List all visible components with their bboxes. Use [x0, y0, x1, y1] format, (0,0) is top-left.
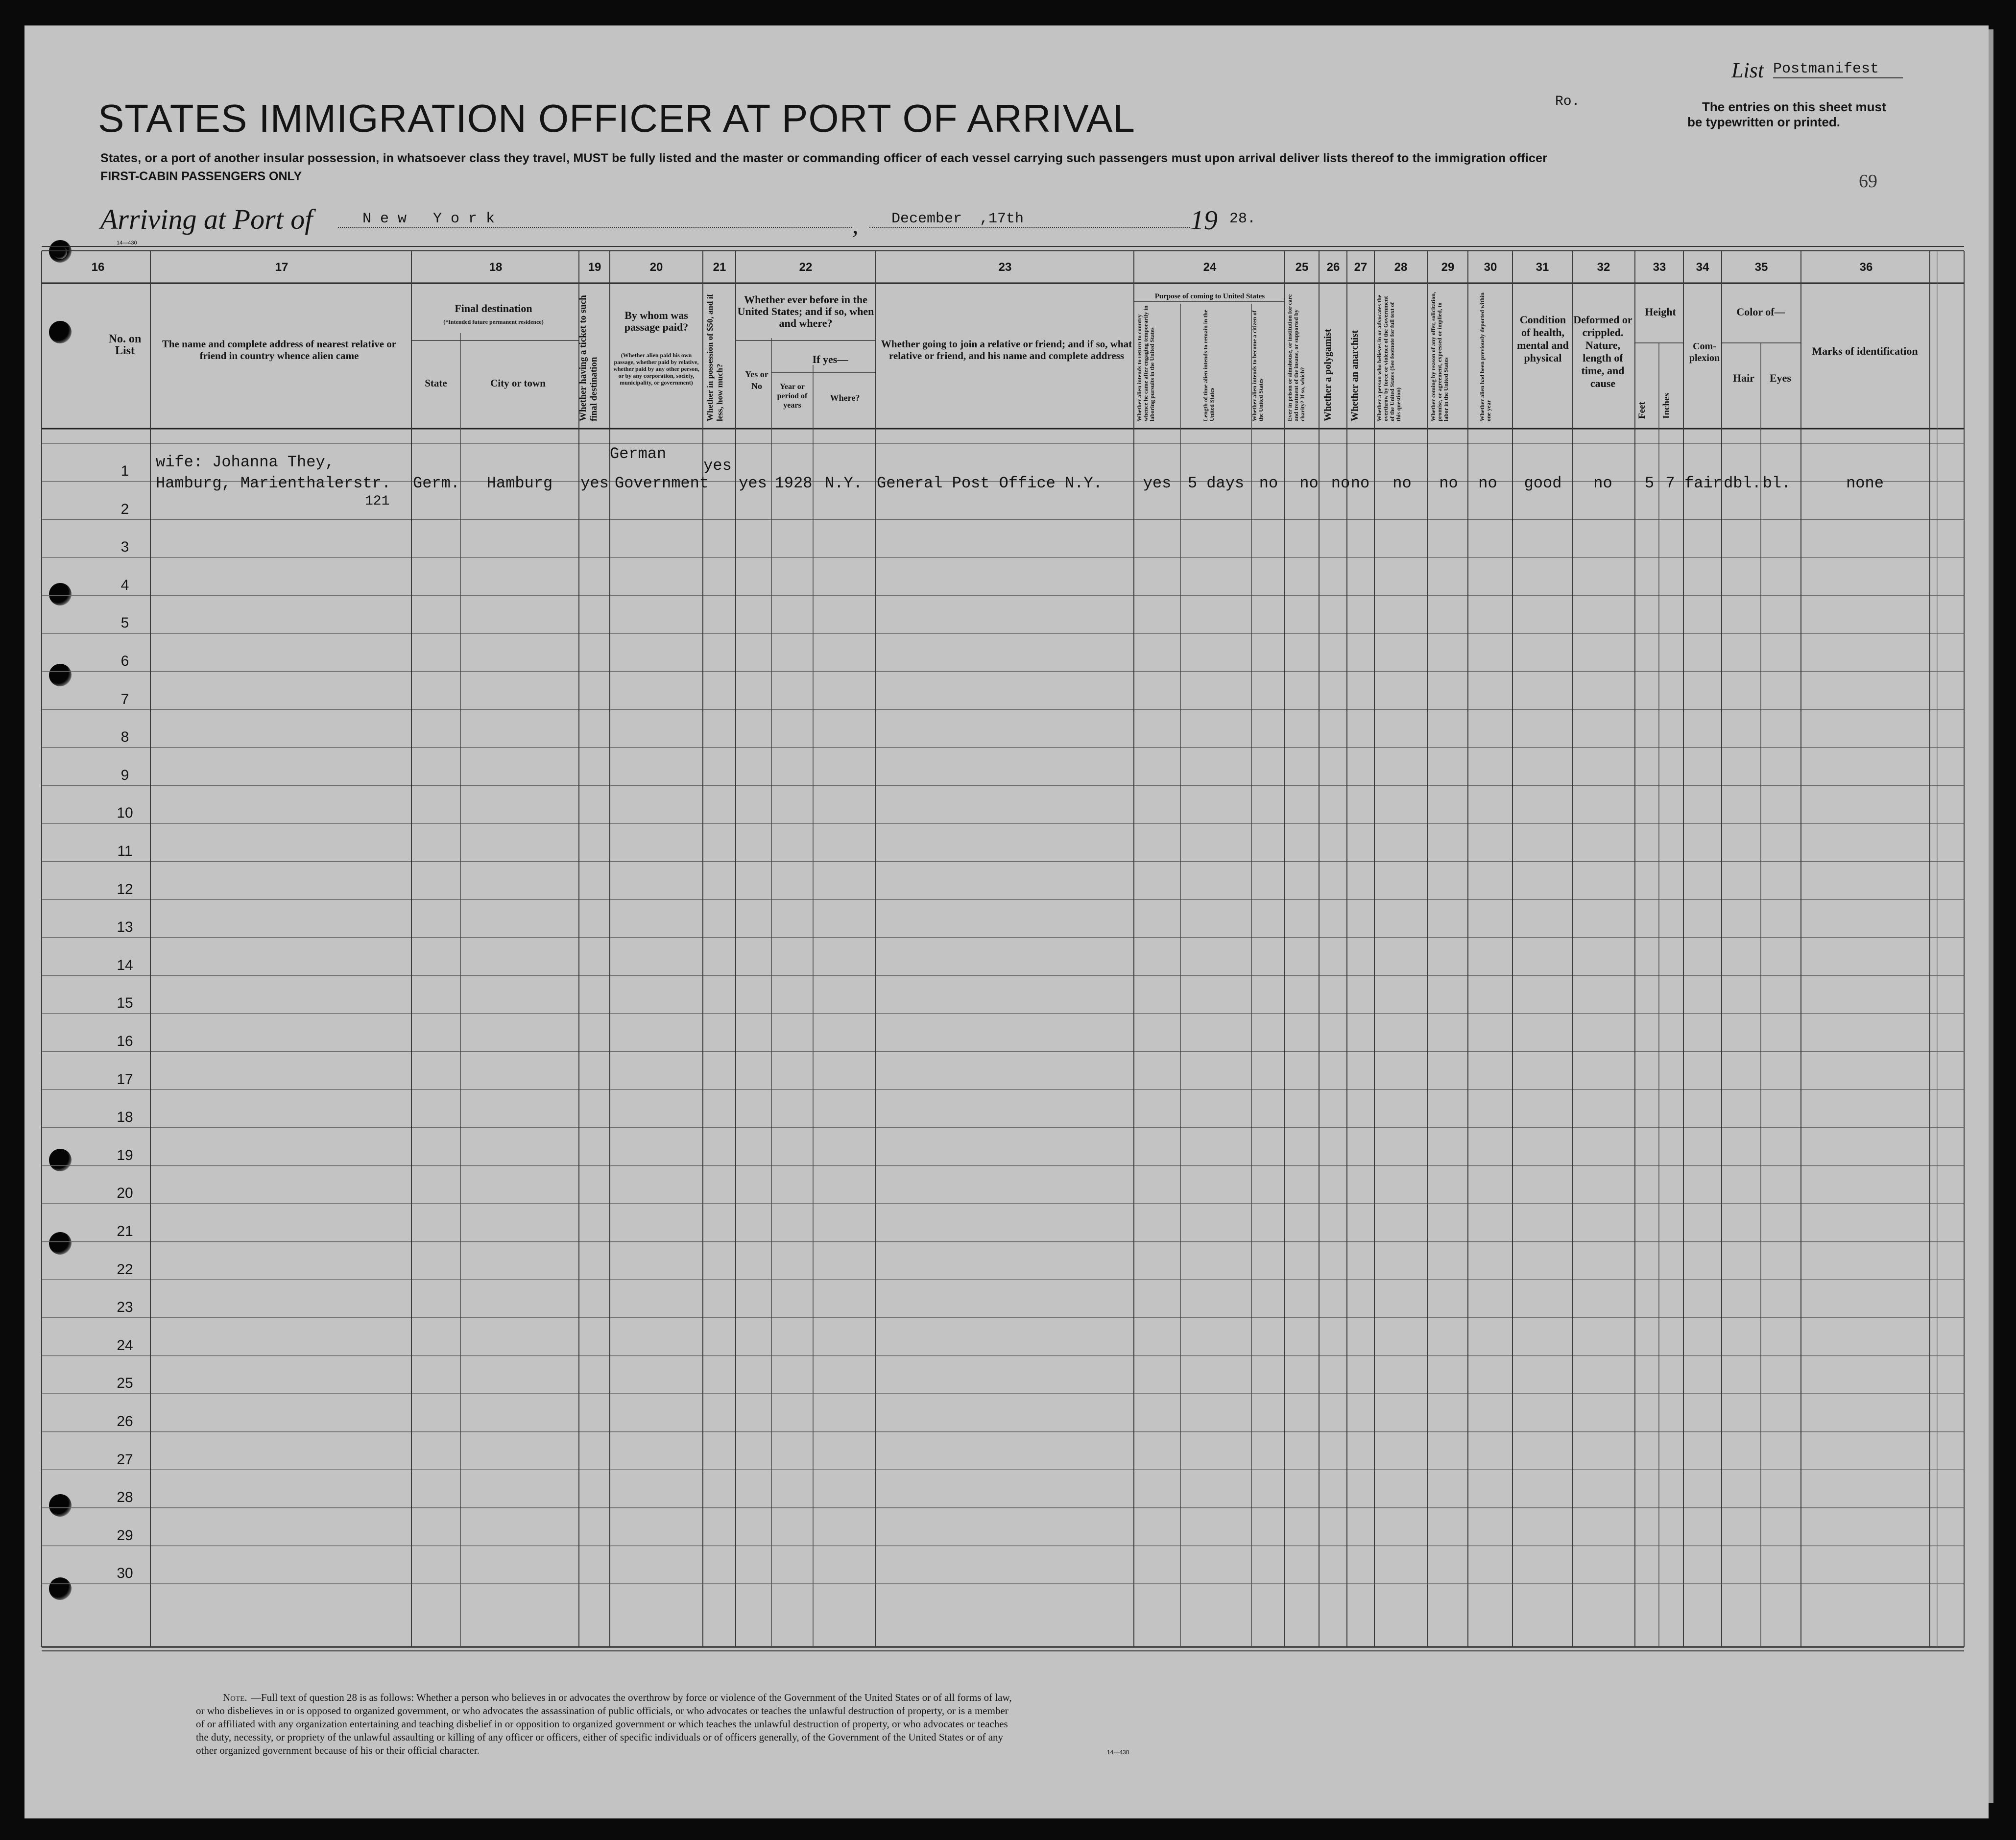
column-number: 30: [1484, 261, 1497, 274]
entry-deported: no: [1478, 474, 1497, 492]
row-number: 10: [117, 805, 133, 822]
row-number: 16: [117, 1033, 133, 1049]
header-height: Height: [1645, 306, 1676, 318]
entry-length-of-stay: 5 days: [1187, 474, 1245, 492]
column-number: 33: [1653, 261, 1666, 274]
row-number: 21: [117, 1223, 133, 1239]
form-code-top: 14—430: [117, 240, 137, 246]
entry-passage-line2: Government: [615, 474, 709, 492]
arriving-label: Arriving at Port of: [100, 203, 313, 235]
entry-anarchist: no: [1350, 474, 1370, 492]
footnote-line1: —Full text of question 28 is as follows: Whether a person who believes in or advocates the overthrow by force or violence of the Government of the United States or of all forms of law,: [251, 1692, 1012, 1703]
entry-overthrow: no: [1392, 474, 1412, 492]
entry-complexion: fair: [1684, 474, 1722, 492]
comma: ,: [852, 211, 859, 239]
header-final-destination: Final destination: [455, 302, 532, 315]
row-number: 25: [117, 1375, 133, 1392]
column-number: 35: [1754, 261, 1768, 274]
header-nearest-relative: The name and complete address of nearest relative or friend in country whence alien came: [162, 338, 397, 362]
header-feet: Feet: [1637, 402, 1647, 419]
row-number: 14: [117, 957, 133, 973]
entry-year: 1928: [774, 474, 813, 492]
row-number: 30: [117, 1565, 133, 1582]
header-state: State: [425, 377, 447, 389]
entry-relative-line1: wife: Johanna They,: [156, 453, 335, 471]
entry-return-temporary: yes: [1143, 474, 1172, 492]
header-purpose-b: Length of time alien intends to remain in the United States: [1202, 310, 1215, 421]
column-number: 25: [1295, 261, 1309, 274]
row-number: 17: [117, 1071, 133, 1088]
row-number: 23: [117, 1299, 133, 1316]
header-inches: Inches: [1661, 393, 1672, 419]
footnote-label: Note.: [223, 1692, 247, 1703]
row-number: 11: [117, 843, 133, 859]
header-ticket: Whether having a ticket to such final destination: [578, 295, 599, 421]
row-number: 5: [120, 615, 129, 631]
column-number: 17: [275, 261, 288, 274]
page-number: 69: [1859, 171, 1877, 192]
row-number: 1: [120, 463, 129, 479]
date-value: December ,17th: [891, 211, 1024, 227]
header-deformed: Deformed or crippled. Nature, length of time, and cause: [1573, 314, 1632, 389]
column-number: 31: [1536, 261, 1549, 274]
entry-health: good: [1524, 474, 1562, 492]
row-number: 26: [117, 1413, 133, 1429]
entry-become-citizen: no: [1259, 474, 1278, 492]
column-number: 24: [1203, 261, 1217, 274]
header-anarchist: Whether an anarchist: [1349, 330, 1360, 421]
row-number: 9: [120, 767, 129, 783]
entries-note-line2: be typewritten or printed.: [1687, 115, 1841, 129]
header-yes-or-no: Yes or No: [745, 369, 768, 391]
entry-city: Hamburg: [486, 474, 553, 492]
footnote-line2: or who disbelieves in or is opposed to organized government, or who advocates the assassination of public officials, or who advocates or teaches the unlawful destruction of property, or is a member: [196, 1705, 1008, 1717]
row-number: 24: [117, 1337, 133, 1354]
entry-offer: no: [1439, 474, 1458, 492]
entry-where: N.Y.: [825, 474, 863, 492]
column-number: 21: [713, 261, 726, 274]
header-purpose: Purpose of coming to United States: [1154, 292, 1265, 300]
entry-relative-line2: Hamburg, Marienthalerstr.: [156, 474, 391, 492]
entry-eyes: bl.: [1762, 474, 1791, 492]
header-hair: Hair: [1733, 372, 1754, 384]
column-number: 34: [1696, 261, 1709, 274]
row-number: 29: [117, 1527, 133, 1544]
entry-inches: 7: [1665, 474, 1675, 492]
header-prison: Ever in prison or almshouse, or institution for care and treatment of the insane, or supported by charity? If so, which?: [1286, 294, 1306, 421]
footnote-line4: the duty, necessity, or propriety of the unlawful assaulting or killing of any officer or officers, either of specific individuals or of officers generally, of the Government of the United States or of any: [196, 1731, 1004, 1743]
entry-state: Germ.: [412, 474, 460, 492]
entry-passage-line1: German: [610, 445, 667, 463]
header-color-of: Color of—: [1736, 306, 1785, 318]
header-purpose-a: Whether alien intends to return to country whence he came after engaging temporarily in laboring pursuits in the United States: [1136, 305, 1155, 421]
entry-ticket: yes: [580, 474, 609, 492]
header-no-on-list: No. on List: [108, 333, 142, 357]
header-deported: Whether alien had been previously deported within one year: [1479, 292, 1492, 421]
header-complexion: Com-plexion: [1689, 341, 1720, 363]
row-number: 18: [117, 1109, 133, 1126]
header-possession-50: Whether in possession of $50, and if less, how much?: [705, 294, 724, 421]
header-final-destination-sub: (*Intended future permanent residence): [443, 318, 544, 325]
entry-deformed: no: [1593, 474, 1612, 492]
footnote-form-code: 14—430: [1107, 1749, 1129, 1756]
row-number: 4: [120, 577, 129, 593]
footnote-line3: of or affiliated with any organization entertaining and teaching disbelief in or opposition to organized government or which teaches the unlawful destruction of property, or who advocates or teaches: [196, 1718, 1008, 1730]
column-number: 28: [1394, 261, 1408, 274]
row-number: 22: [117, 1261, 133, 1278]
list-value: Postmanifest: [1773, 61, 1903, 78]
ro-label: Ro.: [1555, 94, 1580, 109]
page-title: STATES IMMIGRATION OFFICER AT PORT OF ARRIVAL: [98, 97, 1135, 140]
row-number: 2: [120, 501, 129, 517]
entry-possession-50: yes: [703, 457, 732, 475]
row-number: 3: [120, 539, 129, 556]
row-number: 6: [120, 653, 129, 669]
column-number: 16: [91, 261, 105, 274]
column-number: 18: [489, 261, 503, 274]
header-passage-paid: By whom was passage paid?: [624, 309, 689, 333]
row-number: 8: [120, 729, 129, 746]
header-passage-paid-sub: (Whether alien paid his own passage, whether paid by relative, whether paid by any other person, or by any corporation, society, municipality, or government): [613, 352, 699, 386]
entry-feet: 5: [1644, 474, 1655, 492]
entry-prison: no: [1299, 474, 1319, 492]
column-number: 19: [588, 261, 601, 274]
header-join-relative: Whether going to join a relative or friend; and if so, what relative or friend, and his name and complete address: [881, 338, 1132, 362]
entries-note-line1: The entries on this sheet must: [1702, 99, 1886, 114]
row-number: 27: [117, 1451, 133, 1468]
entry-hair: dbl.: [1724, 474, 1761, 492]
row-number: 7: [120, 691, 129, 707]
row-number: 13: [117, 919, 133, 936]
row-number: 15: [117, 995, 133, 1012]
entry-marks: none: [1846, 474, 1884, 492]
list-label: List: [1731, 58, 1764, 82]
row-number: 12: [117, 881, 133, 897]
entry-join-relative: General Post Office N.Y.: [877, 474, 1103, 492]
header-where: Where?: [830, 393, 860, 403]
entry-polygamist: no: [1331, 474, 1350, 492]
header-if-yes: If yes—: [812, 353, 848, 365]
column-number: 27: [1354, 261, 1368, 274]
header-purpose-c: Whether alien intends to become a citizen of the United States: [1251, 310, 1264, 421]
row-number: 20: [117, 1185, 133, 1202]
column-number: 23: [998, 261, 1012, 274]
column-number: 22: [799, 261, 813, 274]
header-year-period: Year or period of years: [777, 383, 808, 410]
header-polygamist: Whether a polygamist: [1322, 329, 1333, 421]
footnote-line5: other organized government because of his or their official character.: [196, 1744, 480, 1756]
column-number: 36: [1859, 261, 1873, 274]
year-prefix: 19: [1190, 205, 1218, 236]
entry-ever-before: yes: [739, 474, 767, 492]
header-city: City or town: [490, 377, 546, 389]
header-ever-before: Whether ever before in the United States; and if so, when and where?: [737, 293, 874, 329]
column-number: 20: [649, 261, 663, 274]
header-eyes: Eyes: [1770, 372, 1791, 384]
year-suffix: 28.: [1229, 211, 1256, 227]
port-value: N e w Y o r k: [362, 211, 495, 227]
header-marks: Marks of identification: [1812, 345, 1918, 357]
row-number: 28: [117, 1489, 133, 1506]
column-number: 32: [1597, 261, 1610, 274]
class-note: FIRST-CABIN PASSENGERS ONLY: [100, 169, 302, 183]
header-health: Condition of health, mental and physical: [1517, 314, 1569, 364]
header-overthrow: Whether a person who believes in or advocates the overthrow by force or violence of the Government of the United States (See footnote for full text of this question): [1376, 294, 1402, 421]
entry-relative-line3: 121: [365, 494, 390, 509]
header-offer: Whether coming by reason of any offer, solicitation, promise, or agreement, expressed or implied, to labor in the United States: [1430, 291, 1449, 421]
instructions: States, or a port of another insular possession, in whatsoever class they travel, MUST be fully listed and the master or commanding officer of each vessel carrying such passengers must upon arrival deliver lists thereof to the immigration officer: [100, 151, 1548, 165]
column-number: 26: [1326, 261, 1340, 274]
column-number: 29: [1441, 261, 1455, 274]
row-number: 19: [117, 1147, 133, 1163]
